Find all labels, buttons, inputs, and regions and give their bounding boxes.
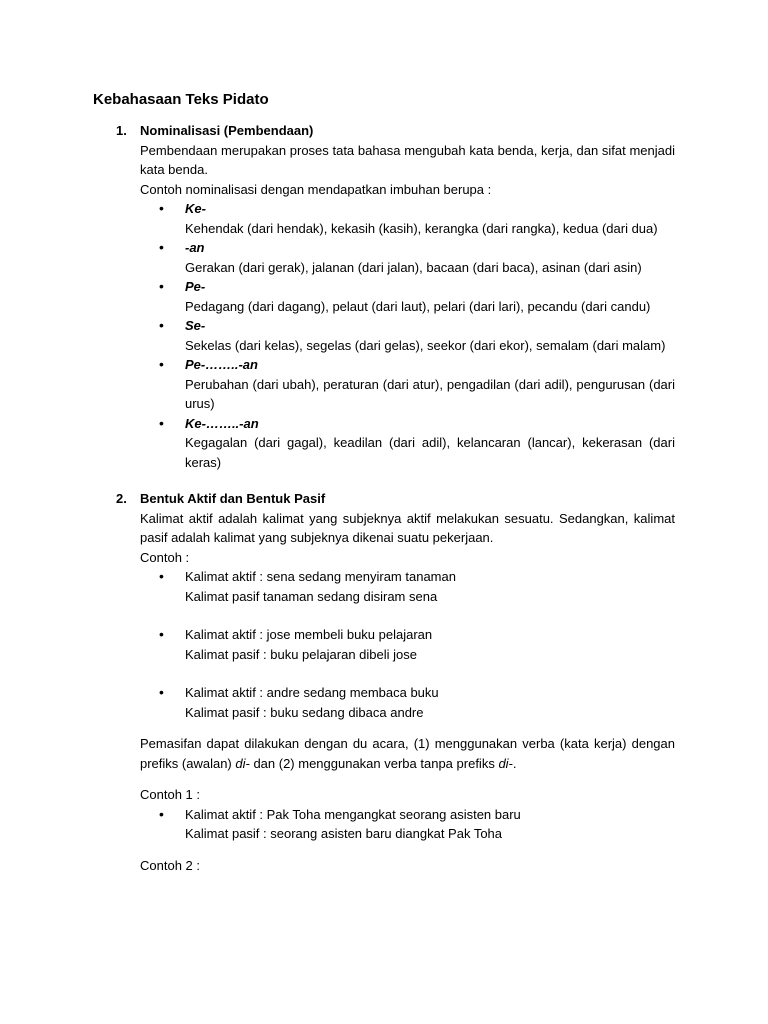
prefix: di- bbox=[235, 755, 250, 771]
document-title: Kebahasaan Teks Pidato bbox=[93, 91, 269, 108]
section-nominalisasi bbox=[93, 121, 675, 472]
list-item bbox=[140, 414, 675, 473]
affix-examples: Pedagang (dari dagang), pelaut (dari laut), pelari (dari lari), pecandu (dari candu) bbox=[185, 298, 651, 314]
list-item bbox=[140, 625, 675, 664]
affix-examples: Perubahan (dari ubah), peraturan (dari atur), pengadilan (dari adil), pengurusan (dari urus) bbox=[185, 376, 675, 411]
example-list bbox=[140, 567, 675, 722]
affix-examples: Gerakan (dari gerak), jalanan (dari jalan), bacaan (dari baca), asinan (dari asin) bbox=[185, 259, 642, 275]
list-item bbox=[140, 238, 675, 277]
active-sentence: • Kalimat aktif : jose membeli buku pelajaran bbox=[185, 627, 433, 642]
list-item bbox=[140, 683, 675, 722]
pemasifan-text: dan (2) menggunakan verba tanpa prefiks bbox=[249, 755, 499, 771]
paragraph: Contoh nominalisasi dengan mendapatkan imbuhan berupa : bbox=[140, 181, 492, 197]
affix-label: • Pe- bbox=[185, 279, 206, 294]
list-item bbox=[140, 805, 675, 844]
pemasifan-text: . bbox=[512, 755, 517, 771]
list-item bbox=[140, 567, 675, 606]
paragraph: Kalimat aktif adalah kalimat yang subjeknya aktif melakukan sesuatu. Sedangkan, kalimat pasif adalah kalimat yang subjeknya dikenai suatu pekerjaan. bbox=[140, 510, 675, 545]
affix-label: • Pe-……..-an bbox=[185, 357, 258, 372]
affix-list bbox=[140, 199, 675, 472]
passive-sentence: Kalimat pasif : buku sedang dibaca andre bbox=[185, 704, 424, 720]
example-list bbox=[140, 805, 675, 844]
pemasifan-text: Pemasifan dapat dilakukan dengan du acara, (1) menggunakan verba (kata kerja) dengan prefiks (awalan) bbox=[140, 736, 675, 771]
active-sentence: • Kalimat aktif : Pak Toha mengangkat seorang asisten baru bbox=[185, 806, 521, 822]
active-sentence: • Kalimat aktif : sena sedang menyiram tanaman bbox=[185, 569, 456, 584]
passive-sentence: Kalimat pasif : buku pelajaran dibeli jose bbox=[185, 646, 417, 662]
contoh-label: Contoh : bbox=[140, 549, 190, 565]
section-heading: Bentuk Aktif dan Bentuk Pasif bbox=[140, 491, 326, 506]
list-item bbox=[140, 316, 675, 355]
affix-label: • Ke-……..-an bbox=[185, 415, 259, 431]
passive-sentence: Kalimat pasif : seorang asisten baru diangkat Pak Toha bbox=[185, 826, 503, 841]
passive-sentence: Kalimat pasif tanaman sedang disiram sena bbox=[185, 588, 438, 604]
prefix: di- bbox=[498, 755, 513, 771]
list-item bbox=[140, 199, 675, 238]
affix-examples: Kegagalan (dari gagal), keadilan (dari adil), kelancaran (lancar), kekerasan (dari keras) bbox=[185, 435, 675, 470]
paragraph: Pembendaan merupakan proses tata bahasa mengubah kata benda, kerja, dan sifat menjadi kata benda. bbox=[140, 142, 675, 177]
affix-examples: Sekelas (dari kelas), segelas (dari gelas), seekor (dari ekor), semalam (dari malam) bbox=[185, 337, 666, 353]
affix-label: • Ke- bbox=[185, 201, 206, 216]
section-aktif-pasif bbox=[93, 489, 675, 875]
affix-label: • -an bbox=[185, 240, 205, 255]
active-sentence: • Kalimat aktif : andre sedang membaca buku bbox=[185, 685, 439, 700]
contoh-1-label: Contoh 1 : bbox=[140, 787, 200, 802]
section-number: 2. bbox=[116, 491, 127, 506]
section-heading: Nominalisasi (Pembendaan) bbox=[140, 123, 314, 138]
section-number: 1. bbox=[116, 123, 127, 138]
list-item bbox=[140, 277, 675, 316]
affix-label: • Se- bbox=[185, 318, 206, 333]
contoh-2-label: Contoh 2 : bbox=[140, 857, 200, 873]
list-item bbox=[140, 355, 675, 414]
pemasifan-paragraph bbox=[140, 734, 675, 773]
affix-examples: Kehendak (dari hendak), kekasih (kasih), kerangka (dari rangka), kedua (dari dua) bbox=[185, 220, 658, 236]
